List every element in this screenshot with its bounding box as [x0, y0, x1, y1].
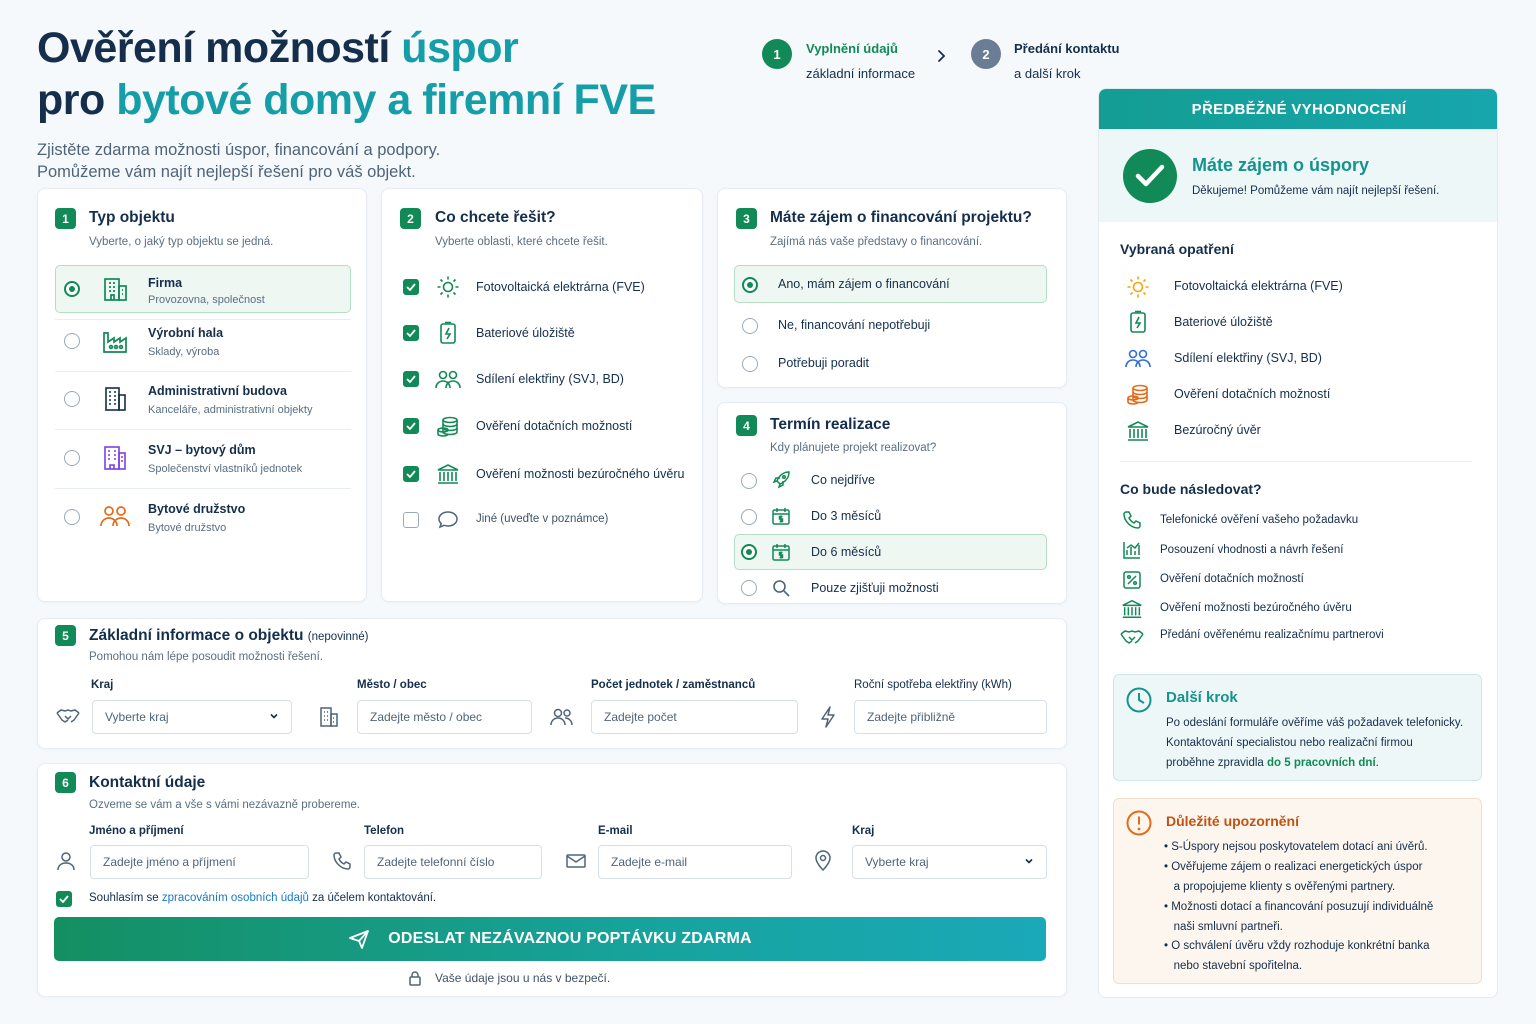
- security-note: Vaše údaje jsou u nás v bezpečí.: [408, 970, 610, 986]
- phone-icon: [1122, 510, 1142, 530]
- bank-icon: [1121, 598, 1143, 620]
- next-step-box: Další krok Po odeslání formuláře ověříme váš požadavek telefonicky. Kontaktování specialistou nebo realizační firmou proběhne zpravidla do 5 pracovních dní.: [1113, 674, 1482, 781]
- panel-header: PŘEDBĚŽNÉ VYHODNOCENÍ: [1099, 89, 1498, 129]
- next-step-item: Předání ověřenému realizačnímu partnerovi: [1160, 629, 1384, 641]
- bank-icon: [436, 462, 460, 486]
- field-label-name: Jméno a příjmení: [89, 825, 184, 837]
- field-label-consumption: Roční spotřeba elektřiny (kWh): [854, 679, 1012, 691]
- checkbox-checked[interactable]: [403, 418, 419, 434]
- lock-icon: [408, 970, 422, 986]
- card-subtitle: Vyberte oblasti, které chcete řešit.: [435, 236, 608, 248]
- field-label-city: Město / obec: [357, 679, 427, 691]
- handshake-icon: [1120, 627, 1144, 647]
- checkbox-checked[interactable]: [403, 466, 419, 482]
- field-label-region: Kraj: [91, 679, 114, 691]
- warning-title: Důležité upozornění: [1166, 813, 1299, 829]
- step-2-title: Předání kontaktu: [1014, 41, 1120, 56]
- industry-icon: [101, 327, 129, 355]
- object-type-card: 1 Typ objektu Vyberte, o jaký typ objektu se jedná. Firma Provozovna, společnost Výrobní hala Sklady, výroba Administrativní budova Kanceláře, administrativní objekty SVJ – bytový dům Společenství vlastníků jednotek Bytové družstvo Bytové družstvo: [37, 188, 367, 602]
- hero-subtitle: Děkujeme! Pomůžeme vám najít nejlepší řešení.: [1192, 185, 1440, 197]
- hero-title: Máte zájem o úspory: [1192, 155, 1370, 175]
- chevron-down-icon: [1024, 856, 1034, 866]
- privacy-link[interactable]: zpracováním osobních údajů: [161, 892, 309, 904]
- coins-icon: [1126, 383, 1150, 407]
- card-title: Co chcete řešit?: [435, 209, 556, 226]
- warning-box: Důležité upozornění • S-Úspory nejsou poskytovatelem dotací ani úvěrů. • Ověřujeme zájem o realizaci energetických úspor a propojujeme klienty s ověřenými partnery. • Možnosti dotací a financování posuzují individuálně naši smluvní partneři. • O schválení úvěru vždy rozhoduje konkrétní banka nebo stavební spořitelna.: [1113, 798, 1482, 984]
- page-title-line1: Ověření možností úspor: [37, 24, 519, 72]
- measure-item: Fotovoltaická elektrárna (FVE): [1174, 279, 1343, 293]
- measure-item: Bateriové úložiště: [1174, 315, 1273, 329]
- field-label-region: Kraj: [852, 825, 875, 837]
- bolt-icon: [818, 705, 838, 729]
- people-icon: [99, 503, 131, 531]
- phone-icon: [332, 851, 352, 871]
- measure-item: Bezúročný úvěr: [1174, 423, 1261, 437]
- warning-icon: [1125, 809, 1153, 837]
- email-input[interactable]: Zadejte e-mail: [598, 845, 792, 879]
- object-info-card: [37, 618, 1067, 749]
- send-icon: [348, 929, 370, 949]
- contact-card: [37, 763, 1067, 997]
- next-step-item: Telefonické ověření vašeho požadavku: [1160, 514, 1359, 526]
- radio[interactable]: [741, 473, 757, 489]
- units-input[interactable]: Zadejte počet: [591, 700, 798, 734]
- step-badge: 1: [55, 208, 76, 229]
- apartment-icon: [101, 444, 129, 472]
- step-badge: 3: [736, 208, 757, 229]
- clock-icon: [1125, 686, 1153, 714]
- measure-item: Ověření dotačních možností: [1174, 387, 1331, 401]
- panel-hero: [1099, 129, 1498, 222]
- calendar-icon: [771, 542, 791, 562]
- field-label-email: E-mail: [598, 825, 633, 837]
- handshake-icon: [56, 706, 80, 726]
- radio[interactable]: [64, 509, 80, 525]
- search-icon: [771, 578, 791, 598]
- building-icon: [318, 706, 340, 728]
- office-building-icon: [101, 385, 129, 413]
- people-icon: [434, 368, 462, 392]
- submit-button[interactable]: ODESLAT NEZÁVAZNOU POPTÁVKU ZDARMA: [54, 917, 1046, 961]
- radio-selected[interactable]: [741, 544, 757, 560]
- factory-icon: [101, 275, 129, 303]
- checkbox-checked[interactable]: [403, 371, 419, 387]
- measure-item: Sdílení elektřiny (SVJ, BD): [1174, 351, 1322, 365]
- checkbox[interactable]: [403, 512, 419, 528]
- sun-icon: [436, 275, 460, 299]
- check-circle-icon: [1123, 149, 1177, 203]
- chevron-down-icon: [269, 711, 279, 721]
- checkbox-checked[interactable]: [403, 279, 419, 295]
- step-1-number: 1: [762, 39, 792, 69]
- radio[interactable]: [742, 356, 758, 372]
- card-title: Typ objektu: [89, 209, 175, 226]
- city-input[interactable]: Zadejte město / obec: [357, 700, 532, 734]
- user-icon: [56, 851, 76, 871]
- card-subtitle: Kdy plánujete projekt realizovat?: [770, 442, 937, 454]
- radio[interactable]: [64, 391, 80, 407]
- people-icon: [550, 707, 574, 727]
- battery-icon: [1128, 310, 1148, 334]
- calendar-icon: [771, 506, 791, 526]
- battery-icon: [438, 321, 458, 345]
- card-subtitle: Pomohou nám lépe posoudit možnosti řešení.: [89, 651, 323, 663]
- step-1-subtitle: základní informace: [806, 66, 916, 81]
- radio-selected[interactable]: [64, 281, 80, 297]
- next-step-item: Ověření možnosti bezúročného úvěru: [1160, 602, 1352, 614]
- step-badge: 5: [55, 625, 76, 646]
- coins-icon: [436, 415, 460, 439]
- mail-icon: [565, 852, 587, 870]
- step-2-number: 2: [971, 39, 1001, 69]
- step-badge: 2: [400, 208, 421, 229]
- chart-icon: [1122, 540, 1142, 560]
- chevron-right-icon: [936, 49, 948, 63]
- people-icon: [1124, 347, 1152, 371]
- field-label-phone: Telefon: [364, 825, 405, 837]
- card-subtitle: Vyberte, o jaký typ objektu se jedná.: [89, 236, 274, 248]
- card-title: Základní informace o objektu (nepovinné): [89, 627, 369, 644]
- measures-title: Vybraná opatření: [1120, 241, 1234, 257]
- bank-icon: [1126, 419, 1150, 443]
- name-input[interactable]: Zadejte jméno a příjmení: [90, 845, 309, 879]
- radio[interactable]: [742, 318, 758, 334]
- rocket-icon: [771, 470, 791, 490]
- consumption-input[interactable]: Zadejte přibližně: [854, 700, 1047, 734]
- next-step-title: Další krok: [1166, 689, 1238, 706]
- field-label-units: Počet jednotek / zaměstnanců: [591, 679, 756, 691]
- card-title: Máte zájem o financování projektu?: [770, 209, 1032, 226]
- contact-region-select[interactable]: Vyberte kraj: [852, 845, 1047, 879]
- step-1-title: Vyplnění údajů: [806, 41, 898, 56]
- phone-input[interactable]: Zadejte telefonní číslo: [364, 845, 542, 879]
- checkbox-checked[interactable]: [403, 325, 419, 341]
- evaluation-panel: [1098, 88, 1498, 998]
- percent-icon: [1122, 570, 1142, 590]
- next-step-item: Posouzení vhodnosti a návrh řešení: [1160, 544, 1344, 556]
- card-subtitle: Ozveme se vám a vše s vámi nezávazně probereme.: [89, 799, 361, 811]
- page-title-line2: pro bytové domy a firemní FVE: [37, 76, 656, 124]
- goals-card: 2 Co chcete řešit? Vyberte oblasti, které chcete řešit. Fotovoltaická elektrárna (FVE) Bateriové úložiště Sdílení elektřiny (SVJ, BD) Ověření dotačních možností Ověření možnosti bezúročného úvěru Jiné (uveďte v poznámce): [381, 188, 703, 602]
- sun-icon: [1126, 275, 1150, 299]
- radio[interactable]: [64, 450, 80, 466]
- radio[interactable]: [64, 333, 80, 349]
- card-subtitle: Zajímá nás vaše představy o financování.: [770, 236, 983, 248]
- radio-selected[interactable]: [742, 277, 758, 293]
- next-step-item: Ověření dotačních možností: [1160, 573, 1304, 585]
- chat-icon: [437, 509, 459, 531]
- radio[interactable]: [741, 509, 757, 525]
- timeline-card: 4 Termín realizace Kdy plánujete projekt realizovat? Co nejdříve Do 3 měsíců Do 6 měsíců Pouze zjišťuji možnosti: [717, 402, 1067, 604]
- region-select[interactable]: Vyberte kraj: [92, 700, 292, 734]
- next-steps-title: Co bude následovat?: [1120, 481, 1262, 497]
- step-badge: 6: [55, 772, 76, 793]
- step-2-subtitle: a další krok: [1014, 66, 1081, 81]
- location-pin-icon: [813, 850, 833, 872]
- progress-stepper: [762, 38, 1142, 88]
- step-badge: 4: [736, 415, 757, 436]
- consent-text: Souhlasím se zpracováním osobních údajů za účelem kontaktování.: [89, 892, 437, 904]
- page-subtitle: Zjistěte zdarma možnosti úspor, financování a podpory. Pomůžeme vám najít nejlepší řešení pro váš objekt.: [37, 141, 441, 181]
- financing-card: 3 Máte zájem o financování projektu? Zajímá nás vaše představy o financování. Ano, mám zájem o financování Ne, financování nepotřebuji Potřebuji poradit: [717, 188, 1067, 388]
- card-title: Termín realizace: [770, 416, 891, 433]
- card-title: Kontaktní údaje: [89, 774, 206, 791]
- radio[interactable]: [741, 580, 757, 596]
- consent-checkbox[interactable]: [56, 891, 72, 907]
